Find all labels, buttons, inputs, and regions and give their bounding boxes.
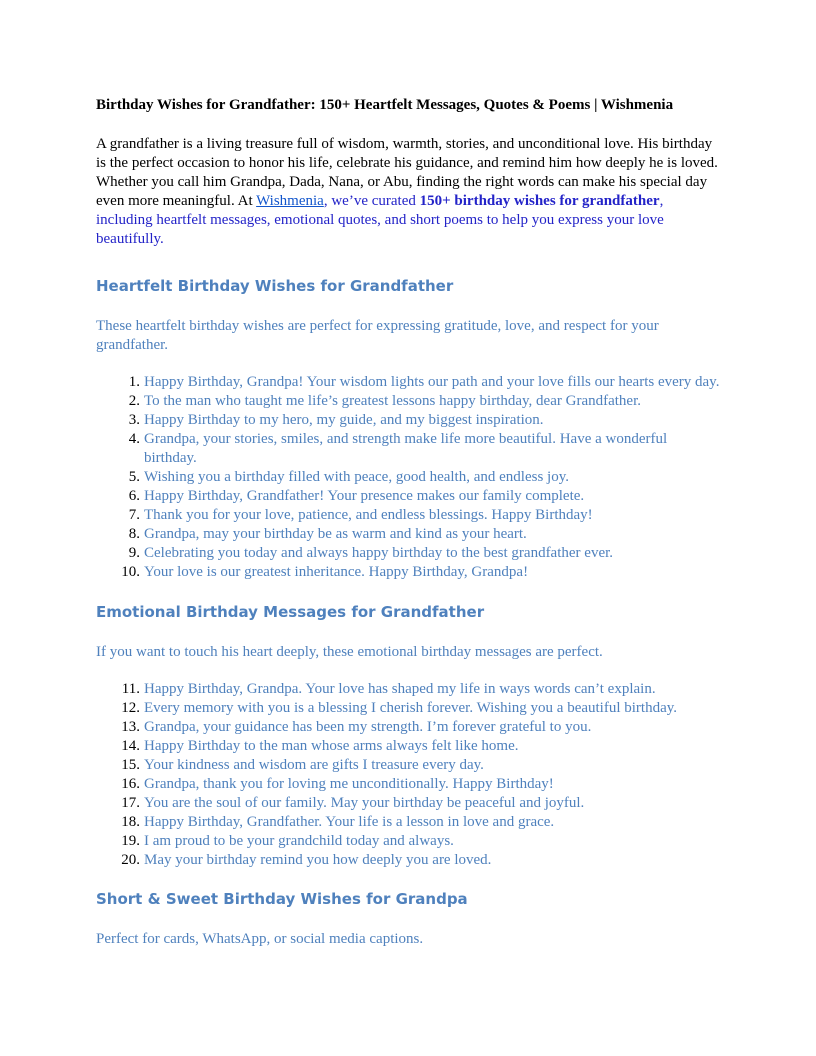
list-item [96,525,720,544]
list-item [96,832,720,851]
list-item-number: 8. [128,526,140,542]
list-item-number: 5. [128,469,140,485]
list-item-text: To the man who taught me life’s greatest lessons happy birthday, dear Grandfather. [144,393,641,409]
list-item-text: Happy Birthday, Grandfather! Your presence makes our family complete. [144,488,585,504]
list-item-text: Grandpa, thank you for loving me unconditionally. Happy Birthday! [144,776,554,792]
list-item-text: Celebrating you today and always happy birthday to the best grandfather ever. [144,545,614,561]
list-item [96,775,720,794]
list-item-number: 12. [121,700,140,716]
intro-curated-text: , we’ve curated [323,193,420,209]
list-item [96,737,720,756]
list-item-text: Thank you for your love, patience, and endless blessings. Happy Birthday! [144,507,593,523]
list-item-number: 6. [128,488,140,504]
list-item-number: 16. [121,776,140,792]
list-item [96,699,720,718]
list-item-text: Your love is our greatest inheritance. Happy Birthday, Grandpa! [144,564,529,580]
heartfelt-wish-list [96,373,720,582]
heading-heartfelt-wishes: Heartfelt Birthday Wishes for Grandfather [96,277,454,295]
list-item-number: 19. [121,833,140,849]
wishmenia-link[interactable]: Wishmenia [256,193,324,209]
list-item-text: You are the soul of our family. May your birthday be peaceful and joyful. [144,795,585,811]
list-item-text: Happy Birthday to the man whose arms always felt like home. [144,738,519,754]
list-item [96,468,720,487]
list-item-number: 9. [128,545,140,561]
list-item-number: 17. [121,795,140,811]
list-item [96,392,720,411]
list-item-number: 15. [121,757,140,773]
list-item [96,487,720,506]
intro-text-1: A grandfather is a living treasure full of wisdom, warmth, stories, and unconditional love. His birthday is the perfect occasion to honor his life, celebrate his guidance, and remind him how deeply he is loved. Whether you call him Grandpa, Dada, Nana, or Abu, finding the right words can make his special day even more meaningful. At [96,136,718,209]
list-item [96,756,720,775]
list-item [96,411,720,430]
list-item-text: Grandpa, your stories, smiles, and strength make life more beautiful. Have a wonderful birthday. [144,431,668,466]
intro-bold-highlight: 150+ birthday wishes for grandfather [419,193,660,209]
list-item [96,544,720,563]
section-intro-heartfelt: These heartfelt birthday wishes are perfect for expressing gratitude, love, and respect for your grandfather. [96,318,659,353]
list-item-number: 2. [128,393,140,409]
list-item-text: Happy Birthday, Grandpa. Your love has shaped my life in ways words can’t explain. [144,681,656,697]
list-item-text: Happy Birthday, Grandpa! Your wisdom lights our path and your love fills our hearts every day. [144,374,720,390]
list-item [96,506,720,525]
list-item [96,563,720,582]
list-item-number: 11. [121,681,140,697]
list-item-text: Grandpa, your guidance has been my strength. I’m forever grateful to you. [144,719,592,735]
list-item-text: May your birthday remind you how deeply you are loved. [144,852,492,868]
list-item-text: I am proud to be your grandchild today and always. [144,833,454,849]
list-item [96,680,720,699]
list-item-text: Happy Birthday, Grandfather. Your life is a lesson in love and grace. [144,814,555,830]
list-item-number: 7. [128,507,140,523]
list-item [96,718,720,737]
list-item-text: Grandpa, may your birthday be as warm and kind as your heart. [144,526,527,542]
emotional-message-list [96,680,720,870]
heading-short-sweet-wishes: Short & Sweet Birthday Wishes for Grandpa [96,890,468,908]
list-item-text: Happy Birthday to my hero, my guide, and my biggest inspiration. [144,412,544,428]
intro-paragraph [96,135,720,249]
list-item-text: Wishing you a birthday filled with peace, good health, and endless joy. [144,469,569,485]
list-item-text: Every memory with you is a blessing I cherish forever. Wishing you a beautiful birthday. [144,700,678,716]
section-intro-emotional: If you want to touch his heart deeply, these emotional birthday messages are perfect. [96,644,603,660]
list-item [96,851,720,870]
list-item-number: 14. [121,738,140,754]
document-title: Birthday Wishes for Grandfather: 150+ Heartfelt Messages, Quotes & Poems | Wishmenia [96,97,674,113]
list-item-number: 13. [121,719,140,735]
document-page [96,96,720,949]
list-item [96,813,720,832]
intro-text-3: , including heartfelt messages, emotional quotes, and short poems to help you express your love beautifully. [96,193,664,247]
list-item [96,794,720,813]
list-item [96,373,720,392]
list-item-text: Your kindness and wisdom are gifts I treasure every day. [144,757,484,773]
list-item-number: 10. [121,564,140,580]
list-item-number: 18. [121,814,140,830]
list-item-number: 1. [128,374,140,390]
section-intro-short: Perfect for cards, WhatsApp, or social media captions. [96,931,424,947]
list-item-number: 4. [128,431,140,447]
heading-emotional-messages: Emotional Birthday Messages for Grandfather [96,603,485,621]
list-item-number: 3. [128,412,140,428]
list-item-number: 20. [121,852,140,868]
list-item [96,430,720,468]
